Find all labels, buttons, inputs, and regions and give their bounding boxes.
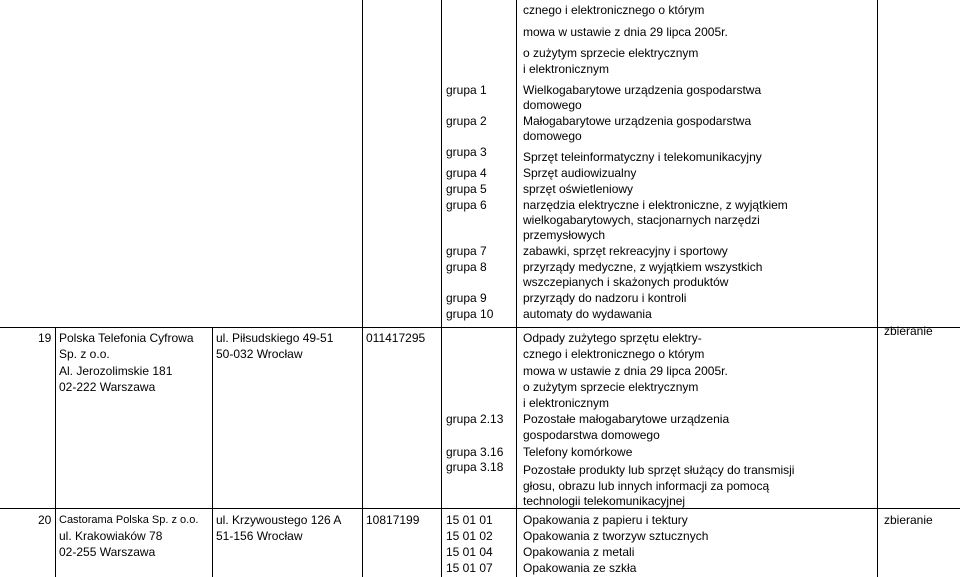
group-description: technologii telekomunikacyjnej [523, 494, 686, 508]
waste-code: 15 01 07 [446, 561, 493, 575]
group-description: wielkogabarytowych, stacjonarnych narzędzi [523, 213, 760, 227]
description-line: i elektronicznym [523, 62, 610, 76]
group-description: Wielkogabarytowe urządzenia gospodarstwa [523, 83, 762, 97]
group-description: przyrządy medyczne, z wyjątkiem wszystkich [523, 260, 763, 274]
group-description: domowego [523, 129, 582, 143]
group-description: przyrządy do nadzoru i kontroli [523, 291, 687, 305]
row-number: 19 [38, 331, 52, 345]
group-description: przemysłowych [523, 228, 606, 242]
group-code: grupa 3 [446, 145, 487, 159]
description-line: cznego i elektronicznego o którym [523, 3, 705, 17]
group-code: grupa 1 [446, 83, 487, 97]
waste-code: 15 01 04 [446, 545, 493, 559]
waste-code: 15 01 02 [446, 529, 493, 543]
waste-description: Opakowania ze szkła [523, 561, 637, 575]
company-address-line: ul. Krakowiaków 78 [59, 529, 163, 543]
group-description: Pozostałe małogabarytowe urządzenia [523, 412, 730, 426]
company-address-line: 02-222 Warszawa [59, 380, 156, 394]
group-description: wszczepianych i skażonych produktów [523, 275, 729, 289]
group-description: Telefony komórkowe [523, 445, 633, 459]
group-code: grupa 2.13 [446, 412, 504, 426]
group-description: Pozostałe produkty lub sprzęt służący do transmisji [523, 463, 795, 477]
group-code: grupa 5 [446, 182, 487, 196]
group-code: grupa 3.16 [446, 445, 504, 459]
regon-number: 10817199 [366, 513, 420, 527]
group-code: grupa 4 [446, 166, 487, 180]
column-divider [877, 0, 878, 577]
group-description: Małogabarytowe urządzenia gospodarstwa [523, 114, 752, 128]
description-line: i elektronicznym [523, 396, 610, 410]
company-address-line: 02-255 Warszawa [59, 545, 156, 559]
description-line: cznego i elektronicznego o którym [523, 347, 705, 361]
column-divider [441, 0, 442, 577]
description-line: Odpady zużytego sprzętu elektry- [523, 331, 702, 345]
group-description: gospodarstwa domowego [523, 428, 660, 442]
group-code: grupa 8 [446, 260, 487, 274]
group-description: zabawki, sprzęt rekreacyjny i sportowy [523, 244, 728, 258]
regon-number: 011417295 [366, 331, 426, 345]
activity-type: zbieranie [884, 324, 933, 338]
column-divider [362, 0, 363, 577]
description-line: mowa w ustawie z dnia 29 lipca 2005r. [523, 25, 728, 39]
column-divider [55, 327, 56, 577]
column-divider [516, 0, 517, 577]
group-description: głosu, obrazu lub innych informacji za pomocą [523, 479, 770, 493]
company-address-line: Al. Jerozolimskie 181 [59, 364, 173, 378]
site-address-line: ul. Krzywoustego 126 A [216, 513, 342, 527]
company-name-line: Sp. z o.o. [59, 347, 110, 361]
company-name-line: Castorama Polska Sp. z o.o. [59, 514, 199, 526]
group-code: grupa 3.18 [446, 460, 504, 474]
column-divider [212, 327, 213, 577]
activity-type: zbieranie [884, 513, 933, 527]
waste-description: Opakowania z metali [523, 545, 635, 559]
row-divider [0, 508, 960, 509]
description-line: o zużytym sprzecie elektrycznym [523, 46, 699, 60]
row-divider [0, 327, 960, 328]
group-code: grupa 10 [446, 307, 494, 321]
description-line: mowa w ustawie z dnia 29 lipca 2005r. [523, 364, 728, 378]
group-description: Sprzęt audiowizualny [523, 166, 637, 180]
waste-code: 15 01 01 [446, 513, 493, 527]
group-description: sprzęt oświetleniowy [523, 182, 634, 196]
site-address-line: 50-032 Wrocław [216, 347, 303, 361]
group-code: grupa 7 [446, 244, 487, 258]
group-description: narzędzia elektryczne i elektroniczne, z wyjątkiem [523, 198, 788, 212]
waste-description: Opakowania z tworzyw sztucznych [523, 529, 709, 543]
site-address-line: ul. Piłsudskiego 49-51 [216, 331, 334, 345]
group-code: grupa 6 [446, 198, 487, 212]
waste-description: Opakowania z papieru i tektury [523, 513, 688, 527]
group-code: grupa 9 [446, 291, 487, 305]
group-description: domowego [523, 98, 582, 112]
group-description: Sprzęt teleinformatyczny i telekomunikacyjny [523, 150, 762, 164]
group-description: automaty do wydawania [523, 307, 652, 321]
company-name-line: Polska Telefonia Cyfrowa [59, 331, 194, 345]
group-code: grupa 2 [446, 114, 487, 128]
description-line: o zużytym sprzecie elektrycznym [523, 380, 699, 394]
row-number: 20 [38, 513, 52, 527]
site-address-line: 51-156 Wrocław [216, 529, 303, 543]
